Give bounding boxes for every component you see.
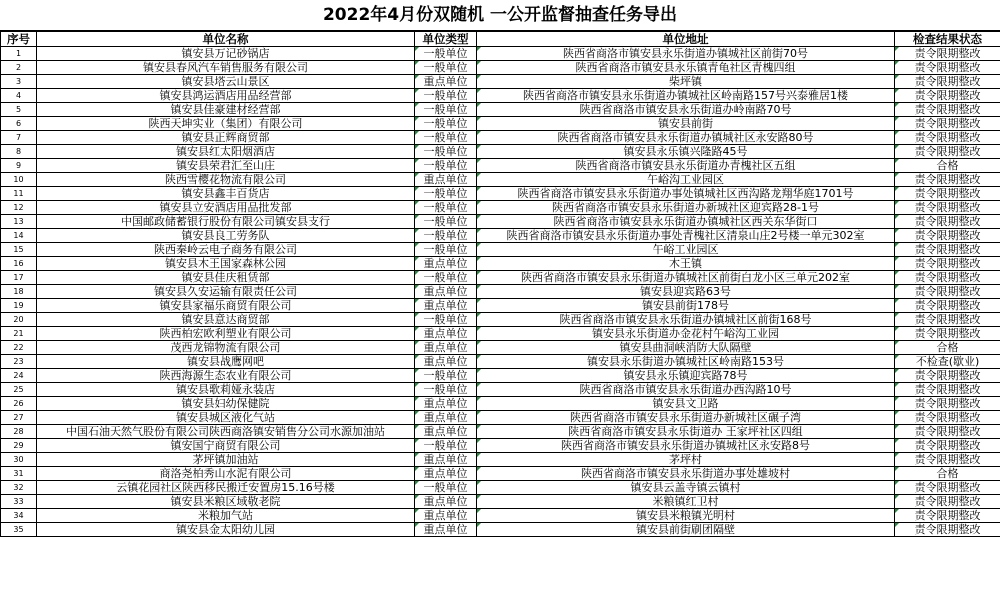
cell-check-result[interactable]: 责令限期整改	[895, 257, 1000, 271]
table-row	[1, 495, 1000, 509]
cell-seq[interactable]: 18	[1, 285, 37, 299]
cell-seq[interactable]: 32	[1, 481, 37, 495]
table-row	[1, 89, 1000, 103]
table-row	[1, 327, 1000, 341]
cell-unit-address[interactable]: 镇安县云盖寺镇云镇村	[477, 481, 895, 495]
cell-seq[interactable]: 9	[1, 159, 37, 173]
cell-seq[interactable]: 27	[1, 411, 37, 425]
sheet-title: 2022年4月份双随机 一公开监督抽查任务导出	[0, 0, 1000, 31]
cell-seq[interactable]: 6	[1, 117, 37, 131]
cell-unit-type[interactable]: 重点单位	[415, 257, 477, 271]
cell-check-result[interactable]: 责令限期整改	[895, 187, 1000, 201]
cell-unit-type[interactable]: 一般单位	[415, 159, 477, 173]
cell-unit-address[interactable]: 镇安县前街178号	[477, 299, 895, 313]
cell-seq[interactable]: 24	[1, 369, 37, 383]
cell-unit-address[interactable]: 镇安县永乐镇兴隆路45号	[477, 145, 895, 159]
table-row	[1, 341, 1000, 355]
cell-seq[interactable]: 8	[1, 145, 37, 159]
cell-unit-type[interactable]: 一般单位	[415, 145, 477, 159]
cell-unit-type[interactable]: 一般单位	[415, 481, 477, 495]
cell-check-result[interactable]: 责令限期整改	[895, 369, 1000, 383]
cell-seq[interactable]: 1	[1, 47, 37, 61]
cell-check-result[interactable]: 责令限期整改	[895, 117, 1000, 131]
cell-unit-type[interactable]: 重点单位	[415, 411, 477, 425]
cell-check-result[interactable]: 责令限期整改	[895, 131, 1000, 145]
table-row	[1, 397, 1000, 411]
cell-unit-name[interactable]: 镇安县妇幼保健院	[37, 397, 415, 411]
table-row	[1, 173, 1000, 187]
cell-check-result[interactable]: 责令限期整改	[895, 201, 1000, 215]
cell-seq[interactable]: 22	[1, 341, 37, 355]
cell-unit-address[interactable]: 陕西省商洛市镇安县永乐街道办岭南路70号	[477, 103, 895, 117]
cell-unit-name[interactable]: 茂西龙锦物流有限公司	[37, 341, 415, 355]
cell-unit-address[interactable]: 陕西省商洛市镇安县永乐街道办镇城社区岭南路157号兴泰雅居1楼	[477, 89, 895, 103]
cell-unit-type[interactable]: 一般单位	[415, 229, 477, 243]
cell-unit-name[interactable]: 镇安县鑫丰百货店	[37, 187, 415, 201]
cell-seq[interactable]: 11	[1, 187, 37, 201]
table-row	[1, 243, 1000, 257]
cell-unit-address[interactable]: 午峪工业园区	[477, 243, 895, 257]
cell-unit-type[interactable]: 重点单位	[415, 453, 477, 467]
cell-unit-address[interactable]: 陕西省商洛市镇安县永乐街道办镇城社区永安路8号	[477, 439, 895, 453]
cell-seq[interactable]: 17	[1, 271, 37, 285]
cell-unit-type[interactable]: 一般单位	[415, 103, 477, 117]
cell-seq[interactable]: 16	[1, 257, 37, 271]
cell-unit-address[interactable]: 镇安县永乐街道办金花村午峪沟工业园	[477, 327, 895, 341]
cell-unit-name[interactable]: 陕西雪樱花物流有限公司	[37, 173, 415, 187]
cell-check-result[interactable]: 不检查(歇业)	[895, 355, 1000, 369]
cell-unit-address[interactable]: 柴坪镇	[477, 75, 895, 89]
cell-seq[interactable]: 10	[1, 173, 37, 187]
cell-unit-address[interactable]: 木王镇	[477, 257, 895, 271]
cell-check-result[interactable]: 责令限期整改	[895, 425, 1000, 439]
table-row	[1, 285, 1000, 299]
cell-seq[interactable]: 31	[1, 467, 37, 481]
cell-unit-type[interactable]: 重点单位	[415, 355, 477, 369]
cell-unit-address[interactable]: 镇安县前街刷团隔壁	[477, 523, 895, 537]
cell-unit-address[interactable]: 陕西省商洛市镇安县永乐街道办镇城社区前街168号	[477, 313, 895, 327]
cell-unit-type[interactable]: 重点单位	[415, 75, 477, 89]
cell-unit-type[interactable]: 一般单位	[415, 117, 477, 131]
cell-unit-type[interactable]: 一般单位	[415, 61, 477, 75]
cell-unit-type[interactable]: 重点单位	[415, 341, 477, 355]
cell-check-result[interactable]: 责令限期整改	[895, 61, 1000, 75]
cell-check-result[interactable]: 责令限期整改	[895, 481, 1000, 495]
cell-unit-address[interactable]: 陕西省商洛市镇安县永乐街道办新城社区碾子湾	[477, 411, 895, 425]
cell-unit-address[interactable]: 镇安县永乐镇迎宾路78号	[477, 369, 895, 383]
cell-unit-type[interactable]: 一般单位	[415, 369, 477, 383]
cell-unit-address[interactable]: 镇安县迎宾路63号	[477, 285, 895, 299]
table-row	[1, 257, 1000, 271]
table-row	[1, 467, 1000, 481]
cell-unit-name[interactable]: 镇安县家福乐商贸有限公司	[37, 299, 415, 313]
header-seq[interactable]: 序号	[1, 32, 37, 47]
cell-seq[interactable]: 19	[1, 299, 37, 313]
table-row	[1, 299, 1000, 313]
cell-check-result[interactable]: 合格	[895, 341, 1000, 355]
cell-unit-name[interactable]: 陕西天坤实业（集团）有限公司	[37, 117, 415, 131]
table-row	[1, 229, 1000, 243]
cell-unit-address[interactable]: 镇安县米粮镇光明村	[477, 509, 895, 523]
cell-unit-name[interactable]: 镇安县米粮区域敬老院	[37, 495, 415, 509]
cell-check-result[interactable]: 责令限期整改	[895, 215, 1000, 229]
cell-unit-address[interactable]: 镇安县文卫路	[477, 397, 895, 411]
header-name[interactable]: 单位名称	[37, 32, 415, 47]
cell-unit-name[interactable]: 镇安县佳庆租赁部	[37, 271, 415, 285]
cell-unit-type[interactable]: 一般单位	[415, 215, 477, 229]
cell-unit-name[interactable]: 云镇花园社区陕西移民搬迁安置房15.16号楼	[37, 481, 415, 495]
cell-unit-address[interactable]: 陕西省商洛市镇安县永乐街道办事处青槐社区清泉山庄2号楼一单元302室	[477, 229, 895, 243]
table-row	[1, 425, 1000, 439]
cell-check-result[interactable]: 责令限期整改	[895, 383, 1000, 397]
cell-unit-address[interactable]: 镇安县曲洞峡消防大队隔壁	[477, 341, 895, 355]
cell-seq[interactable]: 33	[1, 495, 37, 509]
cell-unit-address[interactable]: 午峪沟工业园区	[477, 173, 895, 187]
table-row	[1, 271, 1000, 285]
cell-seq[interactable]: 30	[1, 453, 37, 467]
cell-seq[interactable]: 12	[1, 201, 37, 215]
cell-seq[interactable]: 35	[1, 523, 37, 537]
table-row	[1, 439, 1000, 453]
inspection-table	[0, 31, 1000, 537]
cell-unit-name[interactable]: 茅坪镇加油站	[37, 453, 415, 467]
cell-unit-name[interactable]: 镇安县佳豪建材经营部	[37, 103, 415, 117]
table-row	[1, 369, 1000, 383]
cell-unit-type[interactable]: 重点单位	[415, 327, 477, 341]
cell-check-result[interactable]: 责令限期整改	[895, 523, 1000, 537]
cell-unit-type[interactable]: 一般单位	[415, 131, 477, 145]
cell-unit-type[interactable]: 重点单位	[415, 397, 477, 411]
cell-check-result[interactable]: 责令限期整改	[895, 271, 1000, 285]
cell-unit-address[interactable]: 陕西省商洛市镇安县永乐街道办青槐社区五组	[477, 159, 895, 173]
cell-unit-address[interactable]: 陕西省商洛市镇安县永乐街道办镇城社区前街白龙小区三单元202室	[477, 271, 895, 285]
cell-unit-address[interactable]: 镇安县前街	[477, 117, 895, 131]
table-row	[1, 215, 1000, 229]
cell-unit-address[interactable]: 陕西省商洛市镇安县永乐街道办事处雄坡村	[477, 467, 895, 481]
cell-unit-type[interactable]: 一般单位	[415, 187, 477, 201]
cell-unit-name[interactable]: 镇安县城区液化气站	[37, 411, 415, 425]
cell-unit-name[interactable]: 镇安县久安运输有限责任公司	[37, 285, 415, 299]
cell-seq[interactable]: 3	[1, 75, 37, 89]
cell-unit-name[interactable]: 镇安县正辉商贸部	[37, 131, 415, 145]
table-row	[1, 145, 1000, 159]
cell-check-result[interactable]: 责令限期整改	[895, 145, 1000, 159]
cell-unit-type[interactable]: 重点单位	[415, 467, 477, 481]
cell-check-result[interactable]: 责令限期整改	[895, 89, 1000, 103]
cell-unit-address[interactable]: 陕西省商洛市镇安县永乐街道办 王家坪社区四组	[477, 425, 895, 439]
cell-unit-address[interactable]: 陕西省商洛市镇安县永乐街道办镇城社区西关东华街口	[477, 215, 895, 229]
cell-unit-name[interactable]: 镇安县红太阳烟酒店	[37, 145, 415, 159]
cell-unit-name[interactable]: 陕西柏宏欧利塑业有限公司	[37, 327, 415, 341]
table-row	[1, 187, 1000, 201]
cell-check-result[interactable]: 责令限期整改	[895, 439, 1000, 453]
cell-seq[interactable]: 25	[1, 383, 37, 397]
cell-unit-name[interactable]: 镇安县良工劳务队	[37, 229, 415, 243]
table-row	[1, 453, 1000, 467]
cell-seq[interactable]: 13	[1, 215, 37, 229]
table-row	[1, 523, 1000, 537]
cell-seq[interactable]: 14	[1, 229, 37, 243]
cell-unit-type[interactable]: 一般单位	[415, 271, 477, 285]
cell-unit-name[interactable]: 商洛尧柏秀山水泥有限公司	[37, 467, 415, 481]
cell-unit-name[interactable]: 镇安县意达商贸部	[37, 313, 415, 327]
table-row	[1, 103, 1000, 117]
cell-unit-name[interactable]: 镇安县立安酒店用品批发部	[37, 201, 415, 215]
cell-unit-name[interactable]: 镇安县春风汽车销售服务有限公司	[37, 61, 415, 75]
table-row	[1, 201, 1000, 215]
cell-check-result[interactable]: 合格	[895, 467, 1000, 481]
cell-check-result[interactable]: 责令限期整改	[895, 75, 1000, 89]
cell-unit-address[interactable]: 镇安县永乐街道办镇城社区岭南路153号	[477, 355, 895, 369]
cell-unit-type[interactable]: 重点单位	[415, 523, 477, 537]
cell-unit-address[interactable]: 茅坪村	[477, 453, 895, 467]
cell-seq[interactable]: 23	[1, 355, 37, 369]
header-result[interactable]: 检查结果状态	[895, 32, 1000, 47]
table-row	[1, 47, 1000, 61]
cell-check-result[interactable]: 合格	[895, 159, 1000, 173]
table-row	[1, 75, 1000, 89]
cell-unit-name[interactable]: 陕西海源生态农业有限公司	[37, 369, 415, 383]
cell-seq[interactable]: 34	[1, 509, 37, 523]
cell-unit-address[interactable]: 陕西省商洛市镇安县永乐街道办镇城社区前街70号	[477, 47, 895, 61]
cell-seq[interactable]: 7	[1, 131, 37, 145]
cell-unit-address[interactable]: 米粮镇红卫村	[477, 495, 895, 509]
cell-unit-name[interactable]: 镇安县荣君汇至山庄	[37, 159, 415, 173]
cell-unit-type[interactable]: 重点单位	[415, 173, 477, 187]
cell-unit-type[interactable]: 重点单位	[415, 509, 477, 523]
cell-unit-name[interactable]: 中国邮政储蓄银行股份有限公司镇安县支行	[37, 215, 415, 229]
cell-unit-name[interactable]: 镇安县木王国家森林公园	[37, 257, 415, 271]
cell-seq[interactable]: 5	[1, 103, 37, 117]
cell-check-result[interactable]: 责令限期整改	[895, 397, 1000, 411]
table-row	[1, 313, 1000, 327]
cell-check-result[interactable]: 责令限期整改	[895, 453, 1000, 467]
cell-unit-name[interactable]: 镇安国宁商贸有限公司	[37, 439, 415, 453]
table-row	[1, 131, 1000, 145]
cell-unit-name[interactable]: 镇安县金太阳幼儿园	[37, 523, 415, 537]
cell-unit-type[interactable]: 重点单位	[415, 299, 477, 313]
cell-check-result[interactable]: 责令限期整改	[895, 313, 1000, 327]
cell-unit-name[interactable]: 镇安县战鹰网吧	[37, 355, 415, 369]
table-row	[1, 159, 1000, 173]
cell-unit-address[interactable]: 陕西省商洛市镇安县永乐镇青龟社区青槐四组	[477, 61, 895, 75]
cell-seq[interactable]: 15	[1, 243, 37, 257]
cell-unit-name[interactable]: 镇安县歌莉娅永装店	[37, 383, 415, 397]
table-row	[1, 481, 1000, 495]
cell-unit-type[interactable]: 一般单位	[415, 89, 477, 103]
table-row	[1, 383, 1000, 397]
table-row	[1, 355, 1000, 369]
cell-unit-name[interactable]: 中国石油天然气股份有限公司陕西商洛镇安销售分公司水源加油站	[37, 425, 415, 439]
cell-unit-address[interactable]: 陕西省商洛市镇安县永乐街道办事处镇城社区西沟路龙翔华庭1701号	[477, 187, 895, 201]
cell-unit-type[interactable]: 一般单位	[415, 439, 477, 453]
cell-unit-name[interactable]: 镇安县万记砂锅店	[37, 47, 415, 61]
cell-unit-type[interactable]: 一般单位	[415, 313, 477, 327]
cell-unit-type[interactable]: 重点单位	[415, 285, 477, 299]
header-row	[1, 32, 1000, 47]
cell-seq[interactable]: 2	[1, 61, 37, 75]
table-row	[1, 411, 1000, 425]
cell-seq[interactable]: 20	[1, 313, 37, 327]
cell-check-result[interactable]: 责令限期整改	[895, 299, 1000, 313]
table-row	[1, 117, 1000, 131]
cell-check-result[interactable]: 责令限期整改	[895, 243, 1000, 257]
cell-seq[interactable]: 26	[1, 397, 37, 411]
cell-unit-type[interactable]: 重点单位	[415, 425, 477, 439]
cell-check-result[interactable]: 责令限期整改	[895, 495, 1000, 509]
cell-unit-type[interactable]: 一般单位	[415, 47, 477, 61]
cell-unit-type[interactable]: 重点单位	[415, 495, 477, 509]
header-type[interactable]: 单位类型	[415, 32, 477, 47]
cell-unit-name[interactable]: 陕西秦岭云电子商务有限公司	[37, 243, 415, 257]
cell-unit-type[interactable]: 一般单位	[415, 201, 477, 215]
cell-check-result[interactable]: 责令限期整改	[895, 411, 1000, 425]
cell-seq[interactable]: 21	[1, 327, 37, 341]
table-row	[1, 509, 1000, 523]
cell-unit-name[interactable]: 镇安县塔云山景区	[37, 75, 415, 89]
cell-check-result[interactable]: 责令限期整改	[895, 47, 1000, 61]
cell-seq[interactable]: 29	[1, 439, 37, 453]
cell-unit-name[interactable]: 米粮加气站	[37, 509, 415, 523]
table-row	[1, 61, 1000, 75]
cell-unit-address[interactable]: 陕西省商洛市镇安县永乐街道办镇城社区永安路80号	[477, 131, 895, 145]
header-address[interactable]: 单位地址	[477, 32, 895, 47]
cell-check-result[interactable]: 责令限期整改	[895, 327, 1000, 341]
cell-unit-name[interactable]: 镇安县鸿运酒店用品经营部	[37, 89, 415, 103]
cell-check-result[interactable]: 责令限期整改	[895, 285, 1000, 299]
table-body	[1, 47, 1000, 537]
cell-seq[interactable]: 28	[1, 425, 37, 439]
cell-check-result[interactable]: 责令限期整改	[895, 103, 1000, 117]
cell-seq[interactable]: 4	[1, 89, 37, 103]
cell-unit-address[interactable]: 陕西省商洛市镇安县永乐街道办新城社区迎宾路28-1号	[477, 201, 895, 215]
cell-unit-type[interactable]: 一般单位	[415, 383, 477, 397]
cell-check-result[interactable]: 责令限期整改	[895, 173, 1000, 187]
cell-check-result[interactable]: 责令限期整改	[895, 229, 1000, 243]
cell-unit-type[interactable]: 一般单位	[415, 243, 477, 257]
cell-unit-address[interactable]: 陕西省商洛市镇安县永乐街道办西沟路10号	[477, 383, 895, 397]
cell-check-result[interactable]: 责令限期整改	[895, 509, 1000, 523]
